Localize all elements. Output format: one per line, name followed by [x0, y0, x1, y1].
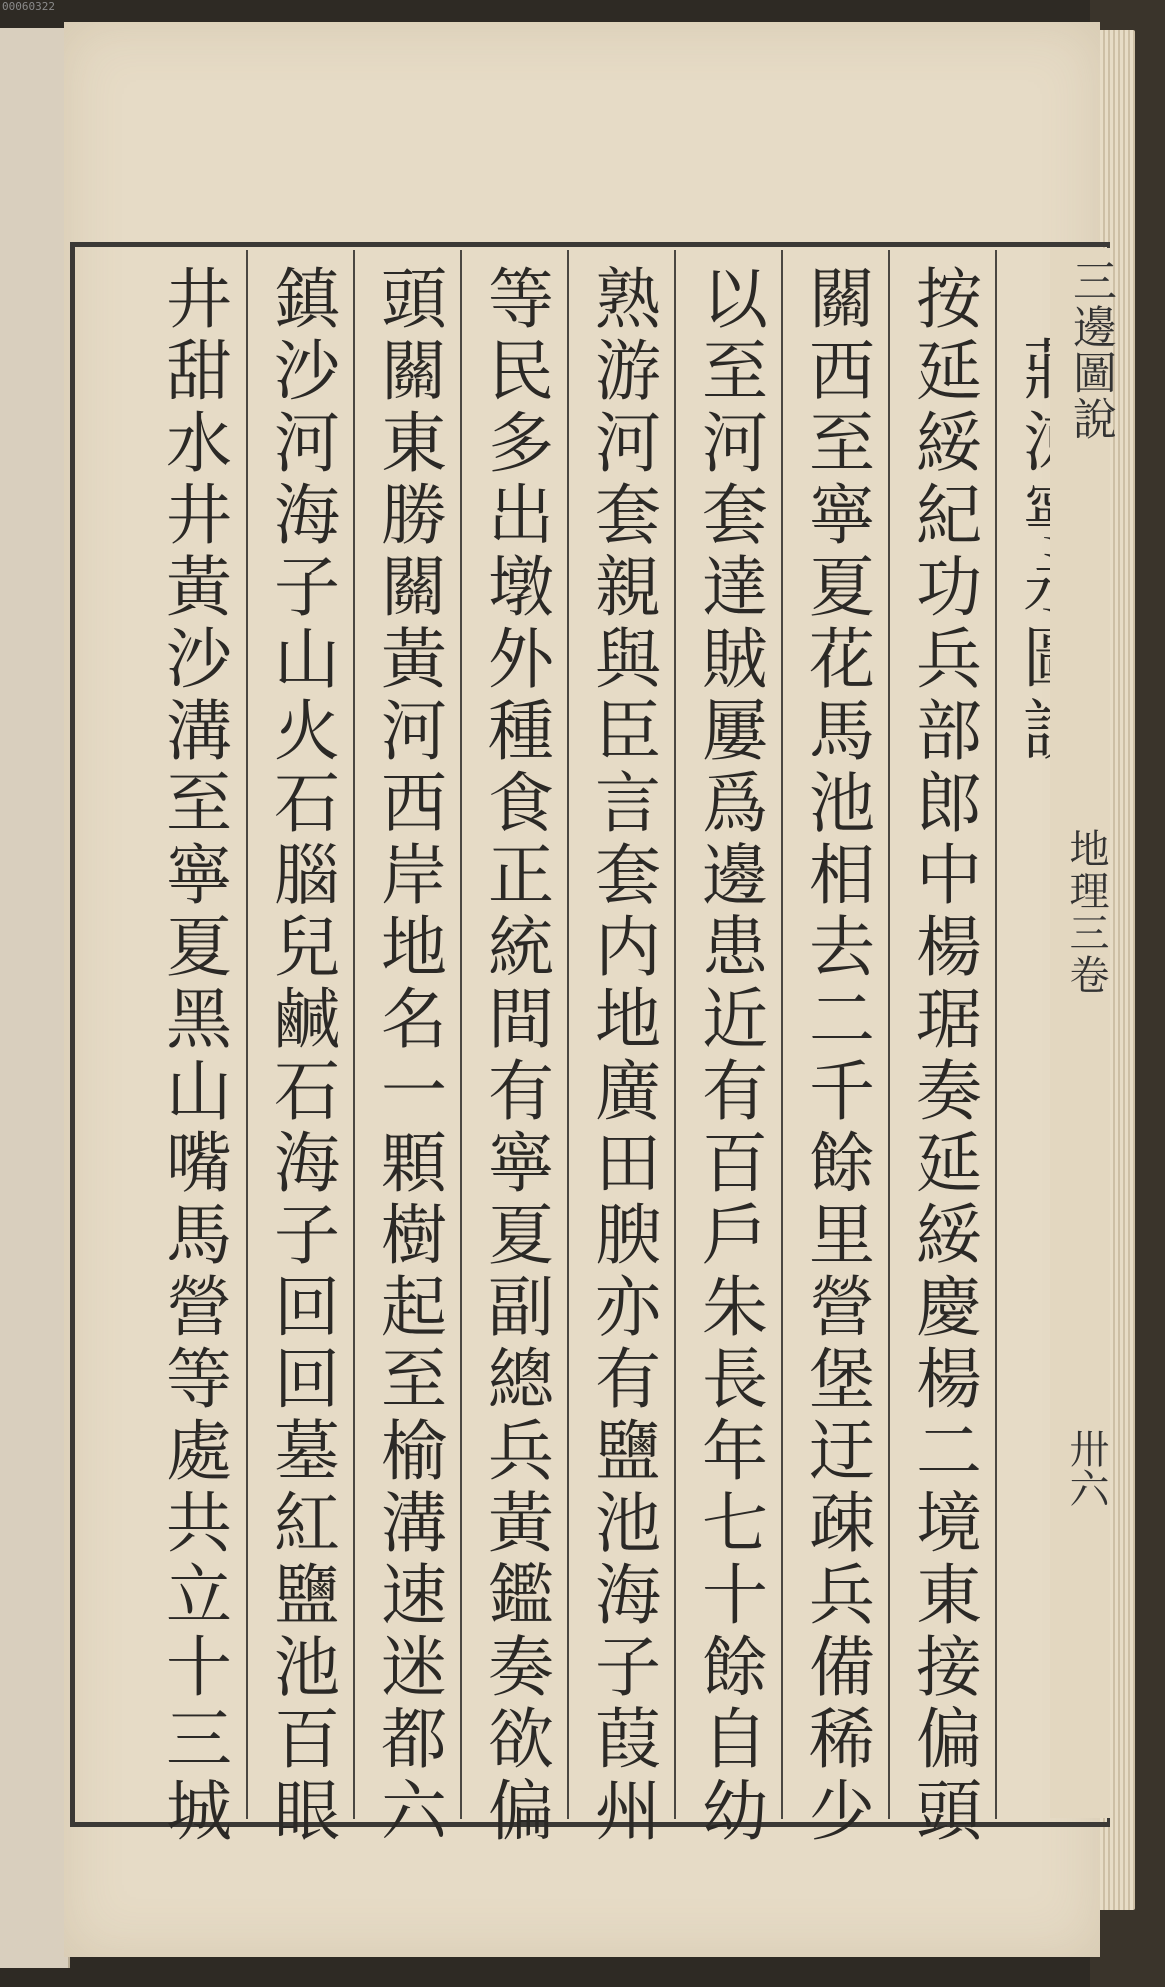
column-text: 以至河套達賊屢爲邊患近有百戶朱長年七十餘自幼 [690, 264, 768, 1848]
text-column [888, 250, 995, 1848]
column-text: 井甜水井黃沙溝至寧夏黑山嘴馬營等處共立十三城 [154, 264, 232, 1848]
text-columns [78, 250, 1102, 1848]
fold-margin [1050, 248, 1116, 1818]
text-column [460, 250, 567, 1848]
column-text: 頭關東勝關黃河西岸地名一顆樹起至榆溝速迷都六 [369, 264, 447, 1848]
text-column [781, 250, 888, 1848]
frame-left-rule [70, 242, 75, 1827]
column-text: 鎮沙河海子山火石腦兒鹹石海子回回墓紅鹽池百眼 [262, 264, 340, 1848]
text-column [246, 250, 353, 1848]
margin-folio-number: 卅六 [1063, 1428, 1109, 1508]
text-column [674, 250, 781, 1848]
text-column [139, 250, 246, 1848]
column-text: 等民多出墩外種食正統間有寧夏副總兵黃鑑奏欲偏 [476, 264, 554, 1848]
text-frame [70, 242, 1110, 1848]
column-text: 關西至寧夏花馬池相去二千餘里營堡迂疎兵備稀少 [797, 264, 875, 1848]
column-text: 按延綏紀功兵部郎中楊琚奏延綏慶楊二境東接偏頭 [904, 264, 982, 1848]
margin-section-label: 地理三卷 [1063, 828, 1109, 996]
scan-id-label: 00060322 [2, 0, 55, 13]
column-text: 熟游河套親與臣言套内地廣田腴亦有鹽池海子葭州 [583, 264, 661, 1848]
left-page-edge [0, 28, 70, 1968]
text-column [353, 250, 460, 1848]
frame-top-rule [70, 242, 1110, 247]
text-column [567, 250, 674, 1848]
margin-book-title: 三邊圖說 [1065, 258, 1116, 442]
